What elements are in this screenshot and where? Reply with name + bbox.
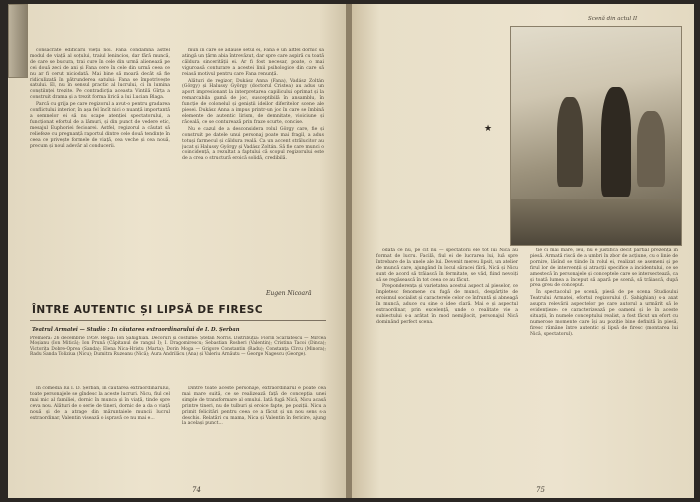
star-icon: ★: [484, 124, 493, 134]
play-title: In căutarea extraordinarului de I. D. Șerban: [111, 327, 240, 333]
right-col-2-para-1: tie ci mai mare, leu, nu e justifică decît partial prezența în piesă. Armată riscă de a umbri în zbor de acțiune, cu o linie de pornire, lăsînd se tiinde în rolul ei, realizat se asemeni și pe firul lor de intervenții și atracții specifice a incidentului, ce se amestecă în personajele și conceptele care se intersectează, ca și toată lumea a început să apară pe scenă, să trăiască, după prea greu de conceput.: [530, 248, 678, 289]
left-col-2: [182, 48, 324, 284]
left-col-4: [182, 386, 326, 482]
actor-figure-3: [637, 111, 665, 187]
cast-list: Premiera: 26 decembrie 1959. Regia: Ion Șahighian. Decoruri și costume: Ștefan Norris. Distribuția: Florin Scărlătescu — Mircea Moșianu (Ion Mitică); Ion Prună (Căpitanul de rangul I); I. Dragomirescu; Sebastian Rosheri (Valentin); Cristina Tacoi (Dinca); Victorița Dobre-Oprea (Sanda); Elena Nica-Hristu (Marta); Dorin Moga — Grigore Constantin (Radu); Constanța Cîrcu (Minora); Radu Sanda Toliziua (Nicu); Dumitra Ruzeanu (Nică); Aura Andrilăcu (Ana) și Valeriu Arnăutu — George Nagescu (George).: [30, 336, 326, 358]
right-page: [352, 4, 694, 498]
left-col-1-para-2: Parcă cu grija pe care regizorul a avut-o pentru gradarea conflictului interior, în așa fel încît nici o nuanță importantă a semnelor ei să nu scape atenției spectatorului, a funcționat efortul de a lămuri, și din punct de vedere etic, mesajul Euphoriei fecioarei. Astfel, regizorul a căutat să reliefeze cu pregnanță raportul dintre cele două tendințe în ceea ce privește formele de viață, cea veche și cea nouă, precum și noul adevăr al conducerii.: [30, 102, 170, 149]
right-col-1-para-1: odată ce nu, pe cît nu — spectatorii ele tot lui Nică au format de lucru. Facilă, fiul ei de lucrarea lui, luă spre întrebare de la unele ale lui. Devenit mereu lipsit, un atelier de muncă care, ajungând în locul săracei fără, Nică și Nicu sunt de acord să trăiască în fermitate, se văd, fiind nevoiți să se regăsească în tot ceea ce au făcut.: [376, 248, 518, 283]
stage-floor: [511, 199, 681, 245]
right-col-2: [530, 248, 678, 484]
left-col-2-para-3: Nu e cazul de a desconsidera rolul Görgy care, fie și construit pe datele unui personaj poate mai fragil, a adus totuși farmecul și căldura reală. Ca un accent strălucitor au jucat și Halussy György și Vadász Zoltán. Să fie care munci o coincidență, a rezultat a faptului că scopul regizorului este de a crea o structură eroică solidă, credibilă.: [182, 126, 324, 162]
theatre-name: Teatrul Armatei — Studio: [32, 327, 106, 333]
left-col-2-para-1: mun în care se adăuse setul ei, Fana e un altfel dornic să atingă un țărm abia întrevăzut, dar spre care aspiră cu toată căldura sincerității ei. Ar fi fost necesar, poate, o mai viguroasă conturare a acestei linii psihologice din care să reiasă motivul pentru care Fana renunță.: [182, 48, 324, 77]
theatre-label: Teatrul Armatei — Studio : In căutarea extraordinarului de I. D. Șerban: [32, 327, 240, 333]
article-heading: ÎNTRE AUTENTIC ȘI LIPSĂ DE FIRESC: [32, 304, 264, 316]
heading-rule: [30, 320, 326, 321]
photo-caption: Scenă din actul II: [588, 16, 638, 22]
left-col-3-para-1: În comedia lui I. D. Șerban, în căutarea extraordinarului, toate personajele se gîndesc la aceste lucruri. Nicu, fiul cel mai mic al familiei, dornic în munca și în viață, tinde spre ceva nou. Alături de o serie de tineri, dornic de a da o viață nouă și de a atrage din măruntaiele muncii lucrul extraordinar, Valentin visează o ispravă ce nu mai e...: [30, 386, 170, 421]
left-page: [8, 4, 346, 498]
left-col-1-para-1: consacrate edificării vieții noi. Fana condamnă astfel modul de viață al soțului, traiul lenincios, dar fără muncă, de care se bucura, trai cure în cele din urmă alienează pe cei două zeci de ani și Fana cere în cele din urmă ceea ce nu ar fi cerut niciodată. Mai bine să moară decât să fie ridiculizată în pătrunderea satului: Fana se împotrivește satului. El, nu în sensul practic al lucrului, ci în lumina conștiinței trezite. Pe contradicția aceasta Vintilă Gîrța a construit drama și a trezit forma lirică a lui Lucian Blaga.: [30, 48, 170, 101]
stage-photo-left: [8, 4, 28, 78]
left-page-number: 74: [192, 486, 201, 494]
actor-figure-1: [557, 97, 583, 187]
left-col-3: [30, 386, 170, 482]
right-page-number: 75: [536, 486, 545, 494]
right-col-1: [376, 248, 518, 484]
magazine-spread: [8, 4, 694, 498]
left-col-4-para-1: Dintre toate aceste personaje, extraordinarul e poate cea mai mare suită, ce se realizează față de concepția unei simple de transformare al omului. Iată fugă Nică, Nicu acasă printre tineri, nu de tulburi și eroice fapte, pe poziții. Nicu a primit felicitări pentru ceea ce a făcut și un nou sens s-a deschis. Relatări cu mama, Nica și Valentin în fericire, ajung la același punct...: [182, 386, 326, 427]
stage-photo-right: [510, 26, 682, 246]
right-col-2-para-2: În spectacolul pe scenă, piesă de pe scena Studioului Teatrului Armatei, efortul regizorului (I. Șahighian) s-a axat asupra relevării aspectelor pe care autorul a urmărit să le evidențieze: ce caracterizează pe oameni și le în aceste situații, în numele conceptului realist, a fost făcut un efort cu numerose momente care își au poziție bine definită în piesă, firesc rămâne între autentic și lipsă de firesc (montarea lui Nică, spectatorul).: [530, 290, 678, 337]
article-signature: Eugen Nicoară: [266, 290, 312, 297]
actor-figure-2: [601, 87, 631, 197]
left-col-1: [30, 48, 170, 278]
right-col-1-para-2: Preponderența și varietatea acestui aspect al pieselor, ce împletesc fenomene cu fugă de munci, despărțite de eroismul socialist și caracterele celor ce înfruntă și abneagă în muncă, aduce cu sine o idee clară. Mai e și aspectul extraordinar, prin excelență, unde o realitate vie a subiectului s-a arătat în mod nemijlocit, personajul Nică dominând perfect scena.: [376, 284, 518, 325]
left-col-2-para-2: Alături de regizor, Dukász Anna (Fana), Vadász Zoltán (Görgy) și Halussy György (doctorul Cristea) au adus un aport impresionant la interpretarea capilicului oprimat și la remarcabila gamă de joc, susceptibilă în ansamblu, în funcție de colonelul și geniștii ideilor diferitelor scene ale piesei. Dukász Anna a impus printr-un joc în care se îmbină elemente de autentic lirism, de demnitate, vioiciune și răceală, ce se conturează prin fraze scurte, concise.: [182, 78, 324, 125]
